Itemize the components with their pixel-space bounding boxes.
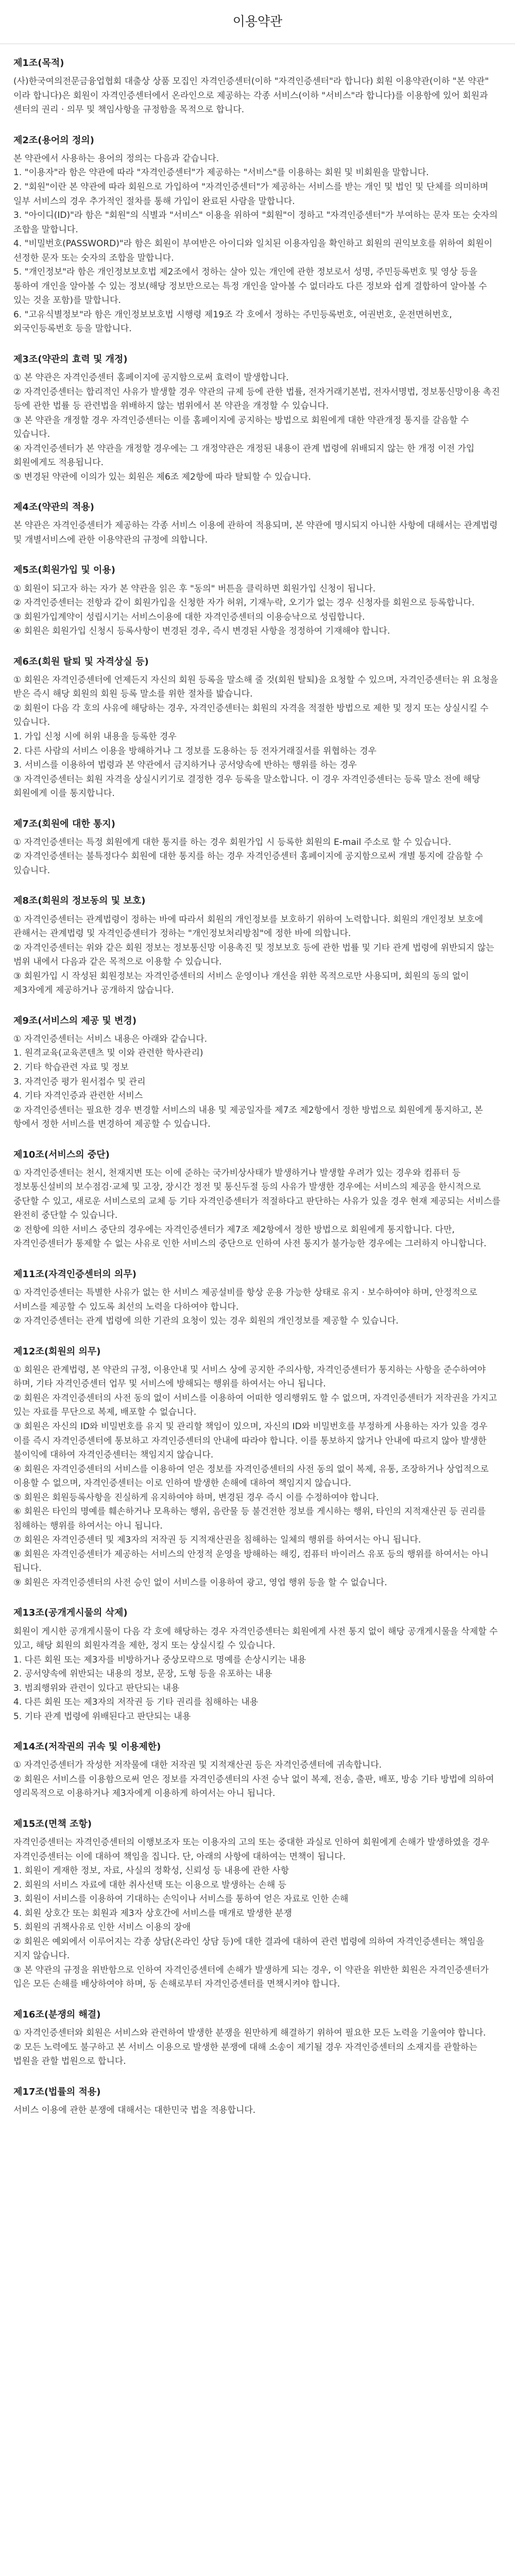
page-header xyxy=(0,0,515,44)
article-paragraph: ② 자격인증센터는 불특정다수 회원에 대한 통지를 하는 경우 자격인증센터 홈페이지에 공지함으로써 개별 통지에 갈음할 수 있습니다. xyxy=(13,851,483,876)
article-paragraph: ① 자격인증센터와 회원은 서비스와 관련하여 발생한 분쟁을 원만하게 해결하기 위하여 필요한 모든 노력을 기울여야 합니다. xyxy=(13,2028,486,2039)
article-paragraph: ③ 회원가입계약이 성립시기는 서비스이용에 대한 자격인증센터의 이용승낙으로 성립합니다. xyxy=(13,612,365,622)
terms-content xyxy=(0,44,515,2154)
article-paragraph: 2. "회원"이란 본 약관에 따라 회원으로 가입하여 "자격인증센터"가 제공하는 서비스를 받는 개인 및 법인 및 단체를 의미하며 일부 서비스의 경우 추가적인 절차를 통해 가입이 완료된 사람을 말합니다. xyxy=(13,181,489,207)
article-paragraph: 2. 회원의 서비스 자료에 대한 취사선택 또는 이용으로 발생하는 손해 등 xyxy=(13,1879,287,1890)
article-paragraph: ③ 회원가입 시 작성된 회원정보는 자격인증센터의 서비스 운영이나 개선을 위한 목적으로만 사용되며, 회원의 동의 없이 제3자에게 제공하거나 공개하지 않습니다. xyxy=(13,971,469,996)
article-paragraph: 1. 다른 회원 또는 제3자를 비방하거나 중상모략으로 명예를 손상시키는 내용 xyxy=(13,1654,306,1665)
article-paragraph: ① 자격인증센터는 천시, 천재지변 또는 이에 준하는 국가비상사태가 발생하거나 발생할 우려가 있는 경우와 컴퓨터 등 정보통신설비의 보수점검·교체 및 고장, 장시간 정전 및 통신두절 등의 사유가 발생한 경우에는 서비스의 제공을 한시적으로 중단할 수 있고, 새로운 서비스로의 교체 등 기타 자격인증센터가 적절하다고 판단하는 사유가 있을 경우 현재 제공되는 서비스를 완전히 중단할 수 있습니다. xyxy=(13,1167,501,1221)
article-paragraph: ② 회원은 예외에서 이루어지는 각종 상담(온라인 상담 등)에 대한 결과에 대하여 관련 법령에 의하여 자격인증센터는 책임을 지지 않습니다. xyxy=(13,1936,485,1961)
article-paragraph: 1. "이용자"라 함은 약관에 따라 "자격인증센터"가 제공하는 "서비스"를 이용하는 회원 및 비회원을 말합니다. xyxy=(13,167,429,178)
article-paragraph: (사)한국여의전문금융업협회 대출상 상품 모집인 자격인증센터(이하 "자격인증센터"라 합니다) 회원 이용약관(이하 "본 약관" 이라 합니다)은 회원이 자격인증센터에서 온라인으로 제공하는 각종 서비스(이하 "서비스"라 합니다)를 이용함에 있어 회원과 센터의 권리 · 의무 및 책임사항을 규정함을 목적으로 합니다. xyxy=(13,76,489,115)
article-paragraph: 자격인증센터는 자격인증센터의 이행보조자 또는 이용자의 고의 또는 중대한 과실로 인하여 회원에게 손해가 발생하였을 경우 자격인증센터는 이에 대하여 책임을 집니다. 단, 아래의 사항에 대하여는 면책이 됩니다. xyxy=(13,1837,490,1862)
article-paragraph: 4. 기타 자격인증과 관련한 서비스 xyxy=(13,1091,143,1101)
article-heading: 제16조(분쟁의 해결) xyxy=(13,2009,101,2020)
article-section xyxy=(13,133,502,336)
article-heading: 제9조(서비스의 제공 및 변경) xyxy=(13,1015,137,1026)
article-paragraph: ② 자격인증센터는 관계 법령에 의한 기관의 요청이 있는 경우 회원의 개인정보를 제공할 수 있습니다. xyxy=(13,1316,399,1327)
article-paragraph: 3. "아이디(ID)"라 함은 "회원"의 식별과 "서비스" 이용을 위하여 "회원"이 정하고 "자격인증센터"가 부여하는 문자 또는 숫자의 조합을 말합니다. xyxy=(13,210,498,235)
article-paragraph: ② 회원은 서비스를 이용함으로써 얻은 정보를 자격인증센터의 사전 승낙 없이 복제, 전송, 출판, 배포, 방송 기타 방법에 의하여 영리목적으로 이용하거나 제3자에게 이용하게 하여서는 아니 됩니다. xyxy=(13,1774,494,1799)
article-paragraph: ④ 회원은 회원가입 신청시 등록사항이 변경된 경우, 즉시 변경된 사항을 정정하여 기재해야 합니다. xyxy=(13,626,390,637)
article-heading: 제3조(약관의 효력 및 개정) xyxy=(13,353,128,365)
article-paragraph: ① 자격인증센터는 특별한 사유가 없는 한 서비스 제공설비를 항상 운용 가능한 상태로 유지 · 보수하여야 하며, 안정적으로 서비스를 제공할 수 있도록 최선의 노력을 다하여야 합니다. xyxy=(13,1287,477,1312)
article-heading: 제12조(회원의 의무) xyxy=(13,1346,101,1357)
article-paragraph: ① 회원이 되고자 하는 자가 본 약관을 읽은 후 "동의" 버튼을 클릭하면 회원가입 신청이 됩니다. xyxy=(13,583,376,594)
article-paragraph: ② 자격인증센터는 필요한 경우 변경할 서비스의 내용 및 제공일자를 제7조 제2항에서 정한 방법으로 회원에게 통지하고, 본 항에서 정한 서비스를 변경하여 제공할 수 있습니다. xyxy=(13,1105,483,1130)
article-heading: 제14조(저작권의 귀속 및 이용제한) xyxy=(13,1741,161,1753)
article-heading: 제5조(회원가입 및 이용) xyxy=(13,565,116,576)
article-paragraph: 2. 다른 사람의 서비스 이용을 방해하거나 그 정보를 도용하는 등 전자거래질서를 위협하는 경우 xyxy=(13,745,377,756)
article-heading: 제11조(자격인증센터의 의무) xyxy=(13,1268,137,1280)
article-heading: 제15조(면책 조항) xyxy=(13,1819,92,1829)
article-paragraph: 2. 기타 학습관련 자료 및 정보 xyxy=(13,1062,129,1073)
article-paragraph: 5. 회원의 귀책사유로 인한 서비스 이용의 장애 xyxy=(13,1922,191,1933)
article-paragraph: ⑧ 회원은 자격인증센터가 제공하는 서비스의 안정적 운영을 방해하는 해킹, 컴퓨터 바이러스 유포 등의 행위를 하여서는 아니 됩니다. xyxy=(13,1549,489,1574)
article-section xyxy=(13,56,502,117)
article-paragraph: ② 모든 노력에도 불구하고 본 서비스 이용으로 발생한 분쟁에 대해 소송이 제기될 경우 자격인증센터의 소재지를 관할하는 법원을 관할 법원으로 합니다. xyxy=(13,2042,477,2067)
article-section xyxy=(13,1147,502,1251)
article-paragraph: ② 회원은 자격인증센터의 사전 동의 없이 서비스를 이용하여 어떠한 영리행위도 할 수 없으며, 자격인증센터가 저작권을 가지고 있는 자료를 무단으로 복제, 배포할 수 없습니다. xyxy=(13,1393,497,1418)
article-paragraph: 3. 범죄행위와 관련이 있다고 판단되는 내용 xyxy=(13,1683,180,1693)
article-paragraph: ① 회원은 관계법령, 본 약관의 규정, 이용안내 및 서비스 상에 공지한 주의사항, 자격인증센터가 통지하는 사항을 준수하여야 하며, 기타 자격인증센터 업무 및 서비스에 방해되는 행위를 하여서는 아니 됩니다. xyxy=(13,1364,486,1389)
article-paragraph: ⑤ 회원은 회원등록사항을 진실하게 유지하여야 하며, 변경된 경우 즉시 이를 수정하여야 합니다. xyxy=(13,1492,379,1503)
article-paragraph: ⑨ 회원은 자격인증센터의 사전 승인 없이 서비스를 이용하여 광고, 영업 행위 등을 할 수 없습니다. xyxy=(13,1577,387,1588)
article-heading: 제13조(공개게시물의 삭제) xyxy=(13,1607,128,1619)
page-title: 이용약관 xyxy=(232,13,283,29)
article-heading: 제2조(용어의 정의) xyxy=(13,134,94,146)
article-paragraph: 5. 기타 관계 법령에 위배된다고 판단되는 내용 xyxy=(13,1711,191,1722)
article-section xyxy=(13,1817,502,1992)
article-paragraph: ① 자격인증센터는 관계법령이 정하는 바에 따라서 회원의 개인정보를 보호하기 위하여 노력합니다. 회원의 개인정보 보호에 관해서는 관계법령 및 자격인증센터가 정하는 "개인정보처리방침"에 정한 바에 의합니다. xyxy=(13,914,483,939)
article-paragraph: 회원이 게시한 공개게시물이 다음 각 호에 해당하는 경우 자격인증센터는 회원에게 사전 통지 없이 해당 공개게시물을 삭제할 수 있고, 해당 회원의 회원자격을 제한, 정지 또는 상실시킬 수 있습니다. xyxy=(13,1626,498,1651)
article-paragraph: ① 자격인증센터는 서비스 내용은 아래와 같습니다. xyxy=(13,1033,208,1044)
article-section xyxy=(13,1267,502,1329)
article-heading: 제6조(회원 탈퇴 및 자격상실 등) xyxy=(13,656,149,667)
article-paragraph: 서비스 이용에 관한 분쟁에 대해서는 대한민국 법을 적용합니다. xyxy=(13,2105,256,2115)
article-section xyxy=(13,1605,502,1724)
article-paragraph: ② 자격인증센터는 전항과 같이 회원가입을 신청한 자가 허위, 기재누락, 오기가 없는 경우 신청자를 회원으로 등록합니다. xyxy=(13,598,475,608)
article-paragraph: ② 전항에 의한 서비스 중단의 경우에는 자격인증센터가 제7조 제2항에서 정한 방법으로 회원에게 통지합니다. 다만, 자격인증센터가 통제할 수 없는 사유로 인한 서비스의 중단으로 인하여 사전 통지가 불가능한 경우에는 그러하지 아니합니다. xyxy=(13,1224,487,1249)
article-paragraph: ① 자격인증센터는 특정 회원에게 대한 통지를 하는 경우 회원가입 시 등록한 회원의 E-mail 주소로 할 수 있습니다. xyxy=(13,837,452,848)
article-paragraph: 2. 공서양속에 위반되는 내용의 정보, 문장, 도형 등을 유포하는 내용 xyxy=(13,1669,272,1680)
article-paragraph: ⑦ 회원은 자격인증센터 및 제3자의 저작권 등 지적재산권을 침해하는 일체의 행위를 하여서는 아니 됩니다. xyxy=(13,1535,421,1546)
article-paragraph: ② 자격인증센터는 합리적인 사유가 발생할 경우 약관의 규제 등에 관한 법률, 전자거래기본법, 전자서명법, 정보통신망이용 촉진 등에 관한 법률 등 관련법을 위배하지 않는 범위에서 본 약관을 개정할 수 있습니다. xyxy=(13,386,500,412)
article-paragraph: 4. 회원 상호간 또는 회원과 제3자 상호간에 서비스를 매개로 발생한 분쟁 xyxy=(13,1908,292,1919)
article-paragraph: 1. 가입 신청 시에 허위 내용을 등록한 경우 xyxy=(13,732,177,742)
article-section xyxy=(13,817,502,878)
article-paragraph: ④ 자격인증센터가 본 약관을 개정할 경우에는 그 개정약관은 개정된 내용이 관계 법령에 위배되지 않는 한 개정 이전 가입 회원에게도 적용됩니다. xyxy=(13,443,475,468)
article-section xyxy=(13,500,502,547)
article-section xyxy=(13,1013,502,1132)
article-section xyxy=(13,2084,502,2118)
article-paragraph: 본 약관은 자격인증센터가 제공하는 각종 서비스 이용에 관하여 적용되며, 본 약관에 명시되지 아니한 사항에 대해서는 관계법령 및 개별서비스에 관한 이용약관의 규정에 의합니다. xyxy=(13,520,498,545)
article-paragraph: 6. "고유식별정보"라 함은 개인정보보호법 시행령 제19조 각 호에서 정하는 주민등록번호, 여권번호, 운전면허번호, 외국인등록번호 등을 말합니다. xyxy=(13,309,452,334)
article-paragraph: 본 약관에서 사용하는 용어의 정의는 다음과 같습니다. xyxy=(13,153,219,164)
article-paragraph: 5. "개인정보"라 함은 개인정보보호법 제2조에서 정하는 살아 있는 개인에 관한 정보로서 성명, 주민등록번호 및 영상 등을 통하여 개인을 알아볼 수 있는 정보(해당 정보만으로는 특정 개인을 알아볼 수 없더라도 다른 정보와 쉽게 결합하여 알아볼 수 있는 것을 포함)를 말합니다. xyxy=(13,267,487,306)
article-paragraph: 1. 원격교육(교육콘텐츠 및 이와 관련한 학사관리) xyxy=(13,1048,203,1059)
article-paragraph: ④ 회원은 자격인증센터의 서비스를 이용하여 얻은 정보를 자격인증센터의 사전 동의 없이 복제, 유통, 조장하거나 상업적으로 이용할 수 없으며, 자격인증센터는 이로 인하여 발생한 손해에 대하여 책임지지 않습니다. xyxy=(13,1464,489,1489)
article-section xyxy=(13,352,502,484)
article-paragraph: ⑤ 변경된 약관에 이의가 있는 회원은 제6조 제2항에 따라 탈퇴할 수 있습니다. xyxy=(13,471,311,482)
article-paragraph: ① 회원은 자격인증센터에 언제든지 자신의 회원 등록을 말소해 줄 것(회원 탈퇴)을 요청할 수 있으며, 자격인증센터는 위 요청을 받은 즉시 해당 회원의 회원 등록 말소를 위한 절차를 밟습니다. xyxy=(13,674,499,700)
article-section xyxy=(13,563,502,638)
article-section xyxy=(13,1739,502,1801)
article-heading: 제4조(약관의 적용) xyxy=(13,502,94,513)
article-heading: 제8조(회원의 정보동의 및 보호) xyxy=(13,895,146,907)
article-paragraph: ② 자격인증센터는 위와 같은 회원 정보는 정보통신망 이용촉진 및 정보보호 등에 관한 법률 및 기타 관계 법령에 위반되지 않는 범위 내에서 다음과 같은 목적으로 이용할 수 있습니다. xyxy=(13,942,494,968)
article-heading: 제10조(서비스의 중단) xyxy=(13,1149,110,1160)
article-paragraph: ③ 회원은 자신의 ID와 비밀번호를 유지 및 관리할 책임이 있으며, 자신의 ID와 비밀번호를 부정하게 사용하는 자가 있을 경우 이를 즉시 자격인증센터에 통보하고 자격인증센터의 안내에 따라야 합니다. 이를 통보하지 않거나 안내에 따르지 않아 발생한 불이익에 대하여 자격인증센터는 책임지지 않습니다. xyxy=(13,1421,488,1461)
article-section xyxy=(13,893,502,997)
article-paragraph: 1. 회원이 게재한 정보, 자료, 사실의 정확성, 신뢰성 등 내용에 관한 사항 xyxy=(13,1866,289,1876)
article-paragraph: ① 본 약관은 자격인증센터 홈페이지에 공지함으로써 효력이 발생합니다. xyxy=(13,372,289,383)
article-paragraph: ③ 자격인증센터는 회원 자격을 상실시키기로 결정한 경우 등록을 말소합니다. 이 경우 자격인증센터는 등록 말소 전에 해당 회원에게 이를 통지합니다. xyxy=(13,774,480,799)
article-heading: 제17조(법률의 적용) xyxy=(13,2086,101,2097)
article-paragraph: ⑥ 회원은 타인의 명예를 훼손하거나 모욕하는 행위, 음란물 등 불건전한 정보를 게시하는 행위, 타인의 지적재산권 등 권리를 침해하는 행위를 하여서는 아니 됩니다. xyxy=(13,1506,486,1531)
article-paragraph: 3. 자격인증 평가 원서접수 및 관리 xyxy=(13,1076,146,1087)
article-paragraph: ① 자격인증센터가 작성한 저작물에 대한 저작권 및 지적재산권 등은 자격인증센터에 귀속합니다. xyxy=(13,1760,382,1771)
article-paragraph: ③ 본 약관을 개정할 경우 자격인증센터는 이를 홈페이지에 공지하는 방법으로 회원에게 대한 약관개정 통지를 갈음할 수 있습니다. xyxy=(13,415,469,440)
article-paragraph: 3. 서비스를 이용하여 법령과 본 약관에서 금지하거나 공서양속에 반하는 행위를 하는 경우 xyxy=(13,760,357,771)
article-paragraph: 3. 회원이 서비스를 이용하여 기대하는 손익이나 서비스를 통하여 얻은 자료로 인한 손해 xyxy=(13,1894,349,1905)
article-heading: 제7조(회원에 대한 통지) xyxy=(13,818,116,829)
article-heading: 제1조(목적) xyxy=(13,58,64,69)
article-section xyxy=(13,2007,502,2069)
article-paragraph: ② 회원이 다음 각 호의 사유에 해당하는 경우, 자격인증센터는 회원의 자격을 적절한 방법으로 제한 및 정지 또는 상실시킬 수 있습니다. xyxy=(13,703,489,728)
article-paragraph: 4. 다른 회원 또는 제3자의 저작권 등 기타 권리를 침해하는 내용 xyxy=(13,1697,259,1708)
article-section xyxy=(13,1344,502,1590)
article-paragraph: 4. "비밀번호(PASSWORD)"라 함은 회원이 부여받은 아이디와 일치된 이용자임을 확인하고 회원의 권익보호를 위하여 회원이 선정한 문자 또는 숫자의 조합을 말합니다. xyxy=(13,239,493,263)
article-section xyxy=(13,654,502,801)
article-paragraph: ③ 본 약관의 규정을 위반함으로 인하여 자격인증센터에 손해가 발생하게 되는 경우, 이 약관을 위반한 회원은 자격인증센터가 입은 모든 손해를 배상하여야 하며, 동 손해로부터 자격인증센터를 면책시켜야 합니다. xyxy=(13,1964,489,1990)
